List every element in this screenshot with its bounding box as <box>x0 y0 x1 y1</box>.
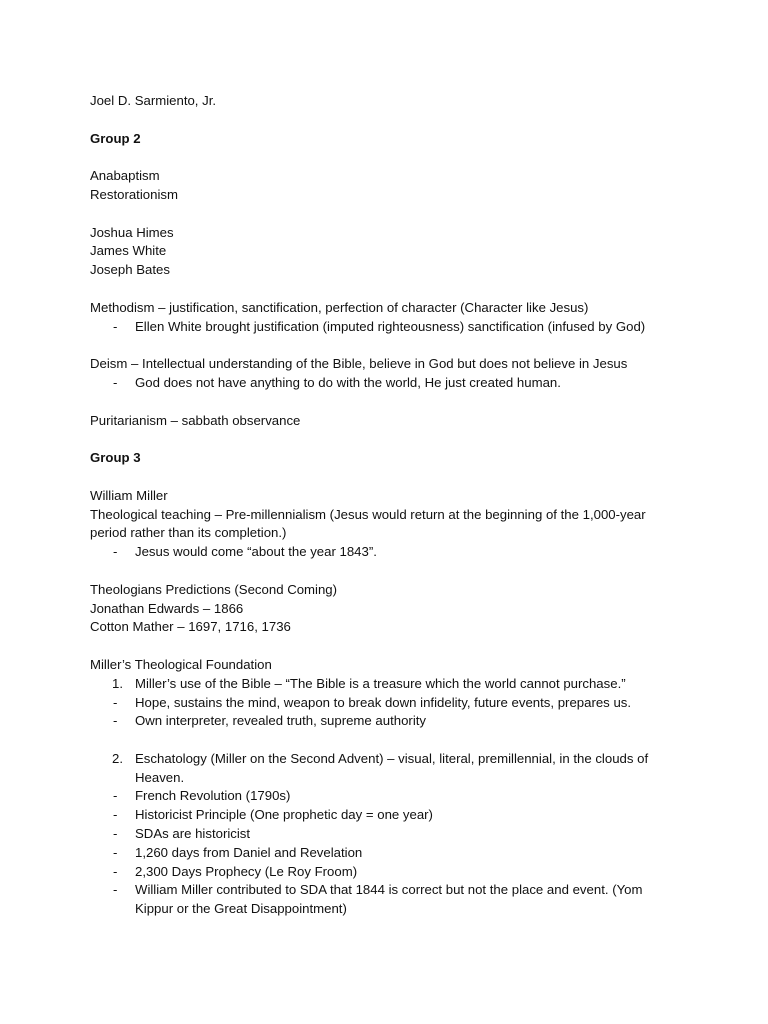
list-bullet <box>90 806 690 825</box>
bullet-marker: - <box>113 318 118 334</box>
list-bullet <box>90 863 690 882</box>
bullet-text: Hope, sustains the mind, weapon to break down infidelity, future events, prepares us. <box>135 694 632 710</box>
bullet-text: Historicist Principle (One prophetic day = one year) <box>135 807 433 823</box>
foundation-title: Miller’s Theological Foundation <box>90 656 272 672</box>
list-bullet <box>90 712 690 731</box>
bullet-marker: - <box>113 844 118 860</box>
bullet-marker: - <box>113 544 118 560</box>
bullet-marker: - <box>113 826 118 842</box>
group2-heading: Group 2 <box>90 130 141 146</box>
numbered-item-text: Eschatology (Miller on the Second Advent) – visual, literal, premillennial, in the clouds of <box>135 750 649 766</box>
list-bullet <box>90 787 690 806</box>
bullet-text: God does not have anything to do with the world, He just created human. <box>135 374 561 390</box>
bullet-text: SDAs are historicist <box>135 826 251 842</box>
group3-heading: Group 3 <box>90 450 141 466</box>
predictions-title: Theologians Predictions (Second Coming) <box>90 581 338 597</box>
person-item: James White <box>90 243 167 259</box>
bullet-marker: - <box>113 713 118 729</box>
teaching-line: Theological teaching – Pre-millennialism (Jesus would return at the beginning of the 1,000-year <box>90 506 646 522</box>
numbered-item-1 <box>90 675 690 694</box>
bullet-marker: - <box>113 374 118 390</box>
bullet-text: 1,260 days from Daniel and Revelation <box>135 844 363 860</box>
list-bullet <box>90 844 690 863</box>
list-number: 1. <box>112 675 123 691</box>
teaching-bullet <box>90 543 690 562</box>
teaching-line-continued: period rather than its completion.) <box>90 525 287 541</box>
list-bullet <box>90 881 690 900</box>
author-name: Joel D. Sarmiento, Jr. <box>90 93 217 108</box>
prediction-item: Cotton Mather – 1697, 1716, 1736 <box>90 619 291 635</box>
bullet-text: William Miller contributed to SDA that 1844 is correct but not the place and event. (Yom <box>135 882 643 898</box>
bullet-marker: - <box>113 807 118 823</box>
puritarianism-line: Puritarianism – sabbath observance <box>90 412 301 428</box>
bullet-marker: - <box>113 863 118 879</box>
list-bullet <box>90 694 690 713</box>
movement-item: Restorationism <box>90 186 178 202</box>
list-bullet <box>90 825 690 844</box>
deism-line: Deism – Intellectual understanding of the Bible, believe in God but does not believe in Jesus <box>90 356 628 372</box>
methodism-line: Methodism – justification, sanctification, perfection of character (Character like Jesus) <box>90 299 589 315</box>
bullet-marker: - <box>113 882 118 898</box>
numbered-item-2 <box>90 750 690 769</box>
bullet-marker: - <box>113 788 118 804</box>
list-number: 2. <box>112 750 123 766</box>
person-item: Joseph Bates <box>90 262 170 278</box>
bullet-text: Own interpreter, revealed truth, supreme authority <box>135 713 427 729</box>
prediction-item: Jonathan Edwards – 1866 <box>90 600 244 616</box>
bullet-text: 2,300 Days Prophecy (Le Roy Froom) <box>135 863 358 879</box>
deism-bullet <box>90 374 690 393</box>
numbered-item-text: Miller’s use of the Bible – “The Bible is a treasure which the world cannot purchase.” <box>135 675 626 691</box>
miller-name: William Miller <box>90 487 168 503</box>
bullet-text: Jesus would come “about the year 1843”. <box>135 544 377 560</box>
bullet-marker: - <box>113 694 118 710</box>
bullet-text: French Revolution (1790s) <box>135 788 291 804</box>
list-bullet-continued <box>90 900 690 919</box>
bullet-text: Kippur or the Great Disappointment) <box>135 901 347 917</box>
numbered-item-continued <box>90 769 690 788</box>
movement-item: Anabaptism <box>90 168 160 184</box>
numbered-item-text: Heaven. <box>135 769 185 785</box>
document-page <box>90 92 690 919</box>
bullet-text: Ellen White brought justification (imputed righteousness) sanctification (infused by God) <box>135 318 646 334</box>
person-item: Joshua Himes <box>90 224 174 240</box>
methodism-bullet <box>90 318 690 337</box>
